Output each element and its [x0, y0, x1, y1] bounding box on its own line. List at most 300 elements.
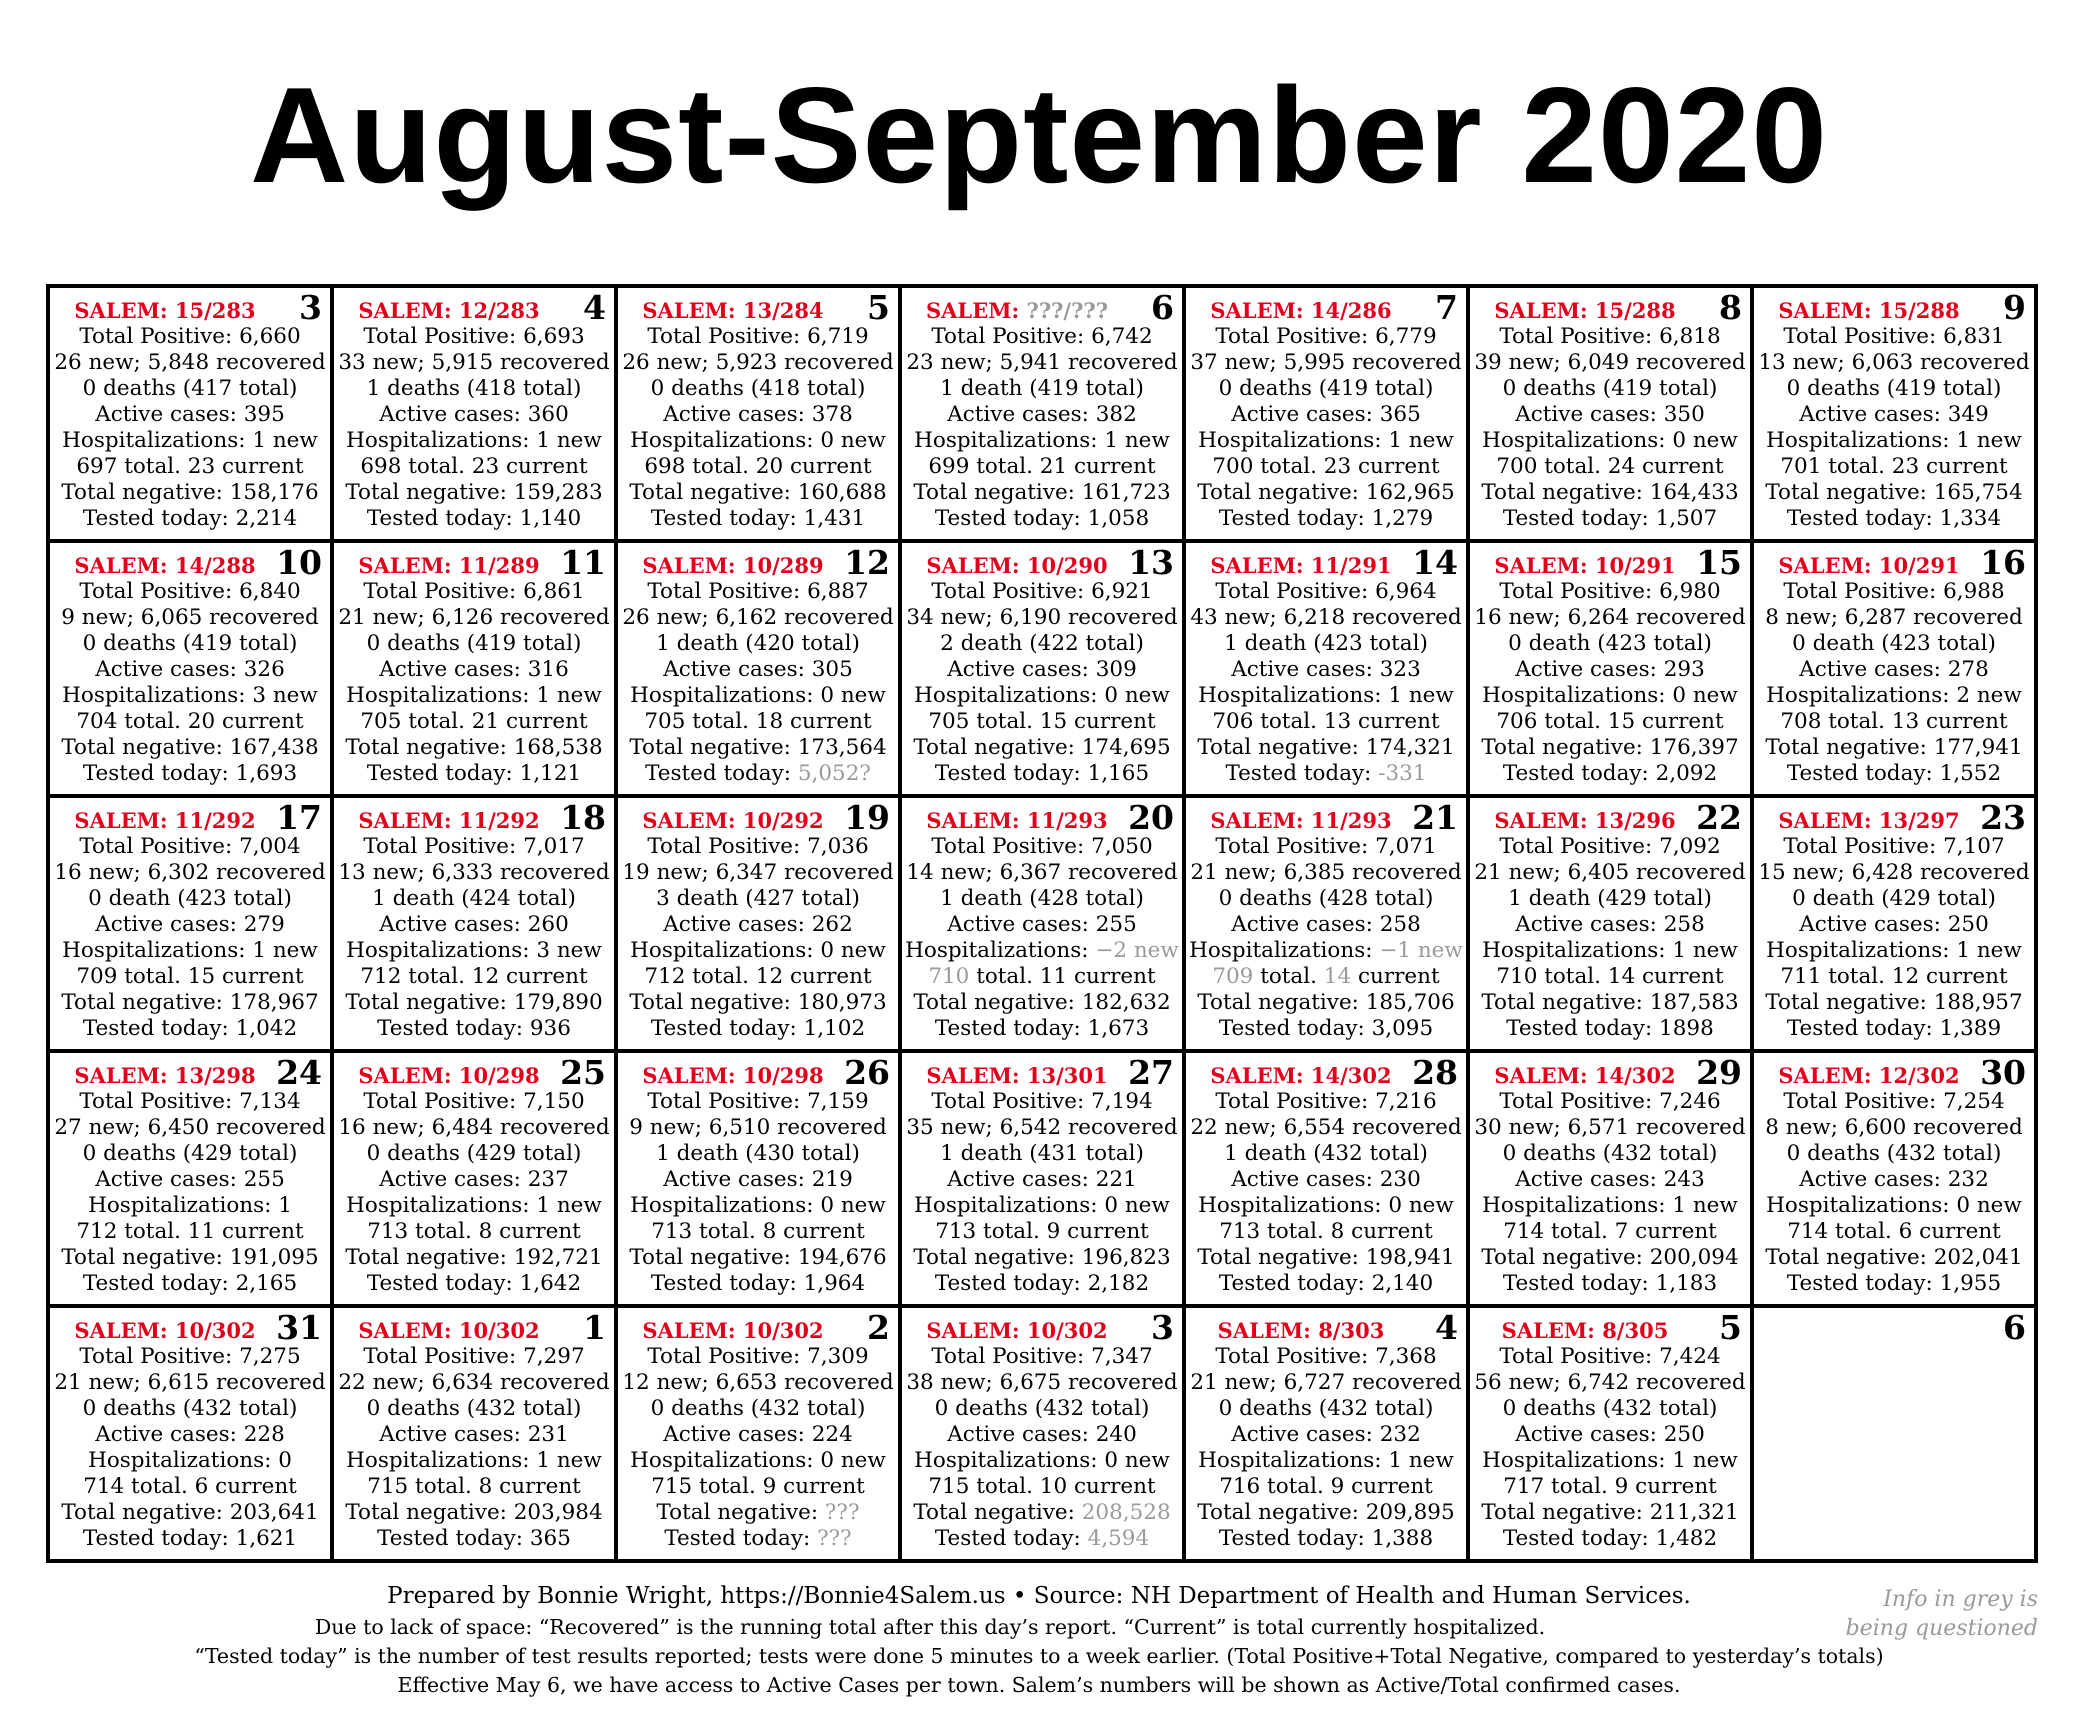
stat-line [902, 964, 1182, 990]
text-segment: 21 new; 6,615 recovered [54, 1370, 326, 1395]
stat-line [50, 1344, 330, 1370]
stat-line [618, 964, 898, 990]
stat-line [1470, 324, 1750, 350]
text-segment: Total negative: 209,895 [1197, 1500, 1455, 1525]
stat-line [902, 1474, 1182, 1500]
salem-active-total [1194, 553, 1408, 579]
text-segment: Total negative: 165,754 [1765, 480, 2023, 505]
stat-line [334, 735, 614, 761]
text-segment: 21 new; 6,385 recovered [1190, 860, 1462, 885]
text-segment: 38 new; 6,675 recovered [906, 1370, 1178, 1395]
text-segment: Hospitalizations: 1 new [1198, 428, 1454, 453]
day-header [1470, 1308, 1750, 1347]
questioned-value: −2 new [1095, 938, 1179, 963]
stat-line [1186, 1245, 1466, 1271]
salem-active-total [626, 808, 840, 834]
text-segment: SALEM: 13/298 [74, 1063, 256, 1088]
text-segment: Tested today: 1,183 [1502, 1271, 1718, 1296]
salem-active-total [1762, 298, 1976, 324]
stat-line [1470, 964, 1750, 990]
text-segment: Hospitalizations: 1 new [346, 1448, 602, 1473]
stat-line [1470, 886, 1750, 912]
stat-line [1186, 860, 1466, 886]
stat-line [50, 1219, 330, 1245]
stat-line [1186, 428, 1466, 454]
text-segment: Hospitalizations: 1 new [62, 938, 318, 963]
stat-line [1470, 1500, 1750, 1526]
stat-line [50, 1271, 330, 1297]
text-segment: 713 total. 8 current [367, 1219, 581, 1244]
text-segment: 0 deaths (419 total) [1502, 376, 1718, 401]
text-segment: Hospitalizations: 0 new [914, 683, 1170, 708]
text-segment: Tested today: 1,165 [934, 761, 1150, 786]
questioned-value: 4,594 [1087, 1526, 1150, 1551]
stat-line [618, 1141, 898, 1167]
day-cell [334, 543, 614, 794]
stat-line [50, 657, 330, 683]
text-segment: 0 deaths (432 total) [1786, 1141, 2002, 1166]
stat-line [1186, 1370, 1466, 1396]
text-segment: SALEM: 11/293 [1210, 808, 1392, 833]
text-segment: Total Positive: 7,050 [931, 834, 1153, 859]
stat-line [1470, 1089, 1750, 1115]
text-segment: Total negative: 200,094 [1481, 1245, 1739, 1270]
day-cell [1186, 543, 1466, 794]
stat-line [1470, 1370, 1750, 1396]
stat-line [334, 506, 614, 532]
day-header [1754, 1053, 2034, 1092]
day-cell [1754, 1053, 2034, 1304]
stat-line [334, 1396, 614, 1422]
text-segment: Active cases: 237 [379, 1167, 569, 1192]
stat-line [50, 860, 330, 886]
text-segment: Hospitalizations: 0 new [1766, 1193, 2022, 1218]
text-segment: Total negative: 187,583 [1481, 990, 1739, 1015]
text-segment: 705 total. 15 current [928, 709, 1156, 734]
text-segment: SALEM: 10/291 [1494, 553, 1676, 578]
day-number: 6 [2003, 1308, 2026, 1347]
text-segment: SALEM: 15/283 [74, 298, 256, 323]
stat-line [902, 1115, 1182, 1141]
day-number: 3 [1151, 1308, 1174, 1347]
text-segment: SALEM: 14/288 [74, 553, 256, 578]
stat-line [1186, 1344, 1466, 1370]
text-segment: 712 total. 12 current [360, 964, 588, 989]
text-segment: 699 total. 21 current [928, 454, 1156, 479]
day-cell [334, 1308, 614, 1559]
stat-line [50, 1245, 330, 1271]
stat-line [902, 657, 1182, 683]
salem-active-total [626, 1063, 840, 1089]
stat-line [1186, 1193, 1466, 1219]
stat-line [1754, 1271, 2034, 1297]
text-segment: Total Positive: 6,742 [931, 324, 1153, 349]
day-header [50, 1308, 330, 1347]
stat-line [902, 886, 1182, 912]
stat-line [1186, 761, 1466, 787]
text-segment: Hospitalizations: 0 new [1482, 683, 1738, 708]
text-segment: SALEM: 10/291 [1778, 553, 1960, 578]
stat-line [1186, 1271, 1466, 1297]
stat-line [334, 1271, 614, 1297]
salem-active-total [58, 553, 272, 579]
salem-active-total [910, 1063, 1124, 1089]
stat-line [1470, 1245, 1750, 1271]
text-segment: Active cases: 255 [95, 1167, 285, 1192]
stat-line [902, 1271, 1182, 1297]
stat-line [902, 1141, 1182, 1167]
stat-line [1186, 1219, 1466, 1245]
stat-line [618, 1422, 898, 1448]
stat-line [618, 324, 898, 350]
stat-line [1470, 454, 1750, 480]
stat-line [618, 1219, 898, 1245]
stat-line [1470, 605, 1750, 631]
day-header [334, 1308, 614, 1347]
day-number: 21 [1412, 798, 1458, 837]
text-segment: Total negative: 196,823 [913, 1245, 1171, 1270]
text-segment: Tested today: 2,165 [82, 1271, 298, 1296]
stat-line [1186, 657, 1466, 683]
text-segment: Tested today: 1,964 [650, 1271, 866, 1296]
stat-line [1470, 1193, 1750, 1219]
day-number: 8 [1719, 288, 1742, 327]
salem-active-total [58, 1063, 272, 1089]
text-segment: Total Positive: 6,660 [79, 324, 301, 349]
text-segment: Total negative: 176,397 [1481, 735, 1739, 760]
stat-line [50, 834, 330, 860]
stat-line [1186, 1500, 1466, 1526]
text-segment: Total negative: 164,433 [1481, 480, 1739, 505]
day-cell [1470, 798, 1750, 1049]
stat-line [902, 350, 1182, 376]
stat-line [50, 1016, 330, 1042]
stat-line [1470, 402, 1750, 428]
text-segment: Total negative: 198,941 [1197, 1245, 1455, 1270]
text-segment: Tested today: 1,642 [366, 1271, 582, 1296]
stat-line [334, 938, 614, 964]
stat-line [1754, 376, 2034, 402]
text-segment: SALEM: 13/297 [1778, 808, 1960, 833]
stat-line [1470, 350, 1750, 376]
text-segment: Total Positive: 6,988 [1783, 579, 2005, 604]
salem-active-total [910, 808, 1124, 834]
stat-line [50, 912, 330, 938]
day-cell [1754, 288, 2034, 539]
stat-line [1470, 761, 1750, 787]
text-segment: 12 new; 6,653 recovered [622, 1370, 894, 1395]
stat-line [1470, 1396, 1750, 1422]
salem-active-total [342, 298, 556, 324]
text-segment: 714 total. 6 current [83, 1474, 297, 1499]
salem-active-total [910, 1318, 1124, 1344]
day-header [902, 798, 1182, 837]
text-segment: SALEM: 14/286 [1210, 298, 1392, 323]
text-segment: Total Positive: 6,980 [1499, 579, 1721, 604]
day-header [618, 288, 898, 327]
stat-line [1470, 1448, 1750, 1474]
stat-line [50, 1089, 330, 1115]
day-header [1186, 288, 1466, 327]
stat-line [618, 376, 898, 402]
stat-line [618, 1370, 898, 1396]
stat-line [50, 402, 330, 428]
stat-line [50, 428, 330, 454]
stat-line [618, 1167, 898, 1193]
text-segment: 0 death (429 total) [1792, 886, 1996, 911]
text-segment: Hospitalizations: 1 new [1198, 1448, 1454, 1473]
stat-line [618, 938, 898, 964]
stat-line [1470, 480, 1750, 506]
text-segment: 713 total. 8 current [1219, 1219, 1433, 1244]
stat-line [334, 1500, 614, 1526]
day-number: 16 [1980, 543, 2026, 582]
stat-line [50, 350, 330, 376]
text-segment: Total negative: 178,967 [61, 990, 319, 1015]
stat-line [1754, 735, 2034, 761]
text-segment: 0 deaths (432 total) [1502, 1396, 1718, 1421]
text-segment: Total negative: 211,321 [1481, 1500, 1739, 1525]
stat-line [334, 834, 614, 860]
stat-line [1754, 631, 2034, 657]
text-segment: Total negative: 188,957 [1765, 990, 2023, 1015]
text-segment: Tested today: 2,140 [1218, 1271, 1434, 1296]
day-header [1754, 543, 2034, 582]
text-segment: Total negative: 192,721 [345, 1245, 603, 1270]
stat-line [1754, 402, 2034, 428]
stat-line [1754, 1089, 2034, 1115]
text-segment: 21 new; 6,405 recovered [1474, 860, 1746, 885]
text-segment: 56 new; 6,742 recovered [1474, 1370, 1746, 1395]
text-segment: 705 total. 21 current [360, 709, 588, 734]
salem-active-total [1478, 1063, 1692, 1089]
stat-line [1186, 1448, 1466, 1474]
text-segment: SALEM: 8/303 [1217, 1318, 1385, 1343]
text-segment: 1 death (424 total) [372, 886, 576, 911]
text-segment: 0 deaths (429 total) [366, 1141, 582, 1166]
stat-line [1186, 709, 1466, 735]
text-segment: Hospitalizations: 0 new [630, 938, 886, 963]
salem-active-total [1194, 1063, 1408, 1089]
stat-line [1470, 938, 1750, 964]
salem-active-total [626, 1318, 840, 1344]
text-segment: Tested today: 1,140 [366, 506, 582, 531]
stat-line [618, 402, 898, 428]
stat-line [1186, 605, 1466, 631]
text-segment: 710 total. 14 current [1496, 964, 1724, 989]
stat-line [618, 1089, 898, 1115]
text-segment: SALEM: [925, 298, 1027, 323]
day-header [334, 798, 614, 837]
salem-active-total [342, 808, 556, 834]
day-number: 31 [276, 1308, 322, 1347]
text-segment: Total negative: 202,041 [1765, 1245, 2023, 1270]
text-segment: Active cases: 293 [1515, 657, 1705, 682]
text-segment: 1 death (431 total) [940, 1141, 1144, 1166]
stat-line [902, 506, 1182, 532]
text-segment: Active cases: 279 [95, 912, 285, 937]
stat-line [50, 376, 330, 402]
day-header [50, 798, 330, 837]
text-segment: 0 deaths (417 total) [82, 376, 298, 401]
text-segment: Tested today: 1,431 [650, 506, 866, 531]
stat-line [618, 1526, 898, 1552]
day-number: 11 [560, 543, 606, 582]
text-segment: Active cases: 349 [1799, 402, 1989, 427]
text-segment: 0 deaths (432 total) [1218, 1396, 1434, 1421]
day-header [50, 543, 330, 582]
stat-line [334, 990, 614, 1016]
text-segment: 701 total. 23 current [1780, 454, 2008, 479]
text-segment: Active cases: 232 [1799, 1167, 1989, 1192]
text-segment: 705 total. 18 current [644, 709, 872, 734]
stat-line [618, 480, 898, 506]
stat-line [50, 964, 330, 990]
questioned-value: 208,528 [1081, 1500, 1171, 1525]
stat-line [902, 1500, 1182, 1526]
day-number: 9 [2003, 288, 2026, 327]
day-header [902, 1308, 1182, 1347]
text-segment: 23 new; 5,941 recovered [906, 350, 1178, 375]
stat-line [50, 1193, 330, 1219]
questioned-value: ???/??? [1026, 298, 1109, 323]
stat-line [902, 1167, 1182, 1193]
text-segment: Active cases: 221 [947, 1167, 1137, 1192]
day-number: 4 [1435, 1308, 1458, 1347]
text-segment: SALEM: 14/302 [1210, 1063, 1392, 1088]
day-cell [1186, 1053, 1466, 1304]
day-number: 28 [1412, 1053, 1458, 1092]
salem-active-total [58, 808, 272, 834]
text-segment: 1 death (432 total) [1224, 1141, 1428, 1166]
stat-line [334, 579, 614, 605]
text-segment: 8 new; 6,600 recovered [1765, 1115, 2023, 1140]
text-segment: SALEM: 11/292 [74, 808, 256, 833]
text-segment: Tested today: 1,102 [650, 1016, 866, 1041]
stat-line [1186, 735, 1466, 761]
day-cell [1754, 798, 2034, 1049]
day-cell [902, 798, 1182, 1049]
text-segment: Hospitalizations: 0 new [630, 428, 886, 453]
stat-line [1754, 1245, 2034, 1271]
stat-line [50, 1474, 330, 1500]
salem-active-total [910, 553, 1124, 579]
stat-line [1186, 402, 1466, 428]
text-segment: 0 deaths (419 total) [1218, 376, 1434, 401]
text-segment: SALEM: 12/302 [1778, 1063, 1960, 1088]
text-segment: Tested today: 1,388 [1218, 1526, 1434, 1551]
text-segment: Active cases: 262 [663, 912, 853, 937]
day-number: 7 [1435, 288, 1458, 327]
stat-line [1186, 834, 1466, 860]
text-segment: 709 total. 15 current [76, 964, 304, 989]
stat-line [334, 1115, 614, 1141]
text-segment: 9 new; 6,510 recovered [629, 1115, 887, 1140]
salem-active-total [1194, 808, 1408, 834]
text-segment: Total negative: 159,283 [345, 480, 603, 505]
day-header [1470, 798, 1750, 837]
stat-line [1186, 480, 1466, 506]
stat-line [1754, 454, 2034, 480]
stat-line [1186, 912, 1466, 938]
text-segment: 26 new; 5,848 recovered [54, 350, 326, 375]
stat-line [50, 454, 330, 480]
text-segment: current [1351, 964, 1440, 989]
text-segment: 21 new; 6,126 recovered [338, 605, 610, 630]
text-segment: Active cases: 378 [663, 402, 853, 427]
stat-line [1186, 990, 1466, 1016]
stat-line [618, 886, 898, 912]
text-segment: Total Positive: 6,779 [1215, 324, 1437, 349]
stat-line [334, 1344, 614, 1370]
text-segment: SALEM: 11/289 [358, 553, 540, 578]
text-segment: Active cases: 360 [379, 402, 569, 427]
text-segment: 1 death (419 total) [940, 376, 1144, 401]
text-segment: Total negative: 174,695 [913, 735, 1171, 760]
text-segment: 713 total. 8 current [651, 1219, 865, 1244]
day-cell [618, 543, 898, 794]
stat-line [902, 1193, 1182, 1219]
day-header [334, 1053, 614, 1092]
salem-active-total [1762, 553, 1976, 579]
text-segment: Tested today: 1,334 [1786, 506, 2002, 531]
text-segment: Hospitalizations: 1 new [1766, 428, 2022, 453]
day-number: 3 [299, 288, 322, 327]
text-segment: Active cases: 316 [379, 657, 569, 682]
stat-line [1754, 324, 2034, 350]
text-segment: 700 total. 24 current [1496, 454, 1724, 479]
stat-line [902, 938, 1182, 964]
salem-active-total [58, 1318, 272, 1344]
salem-active-total [910, 298, 1124, 324]
day-header [1186, 543, 1466, 582]
text-segment: 700 total. 23 current [1212, 454, 1440, 479]
text-segment: 698 total. 23 current [360, 454, 588, 479]
stat-line [334, 1193, 614, 1219]
day-header [1754, 798, 2034, 837]
text-segment: 8 new; 6,287 recovered [1765, 605, 2023, 630]
stat-line [1754, 938, 2034, 964]
stat-line [1470, 1115, 1750, 1141]
text-segment: SALEM: 10/302 [358, 1318, 540, 1343]
text-segment: total. 11 current [969, 964, 1156, 989]
text-segment: Active cases: 230 [1231, 1167, 1421, 1192]
day-cell [902, 1308, 1182, 1559]
text-segment: Tested today: 2,214 [82, 506, 298, 531]
salem-active-total [342, 1318, 556, 1344]
stat-line [902, 1016, 1182, 1042]
text-segment: Hospitalizations: 1 new [1482, 1448, 1738, 1473]
text-segment: SALEM: 8/305 [1501, 1318, 1669, 1343]
stat-line [618, 631, 898, 657]
text-segment: 0 deaths (432 total) [934, 1396, 1150, 1421]
stat-line [1186, 886, 1466, 912]
day-cell [334, 798, 614, 1049]
text-segment: Total negative: 177,941 [1765, 735, 2023, 760]
stat-line [334, 324, 614, 350]
salem-active-total [1478, 298, 1692, 324]
text-segment: 26 new; 5,923 recovered [622, 350, 894, 375]
stat-line [50, 1141, 330, 1167]
day-header [1470, 1053, 1750, 1092]
day-number: 4 [583, 288, 606, 327]
grey-info-legend-line: Info in grey is [1883, 1587, 2038, 1612]
stat-line [902, 1370, 1182, 1396]
stat-line [50, 1422, 330, 1448]
text-segment: Active cases: 305 [663, 657, 853, 682]
stat-line [334, 761, 614, 787]
day-number: 2 [867, 1308, 890, 1347]
